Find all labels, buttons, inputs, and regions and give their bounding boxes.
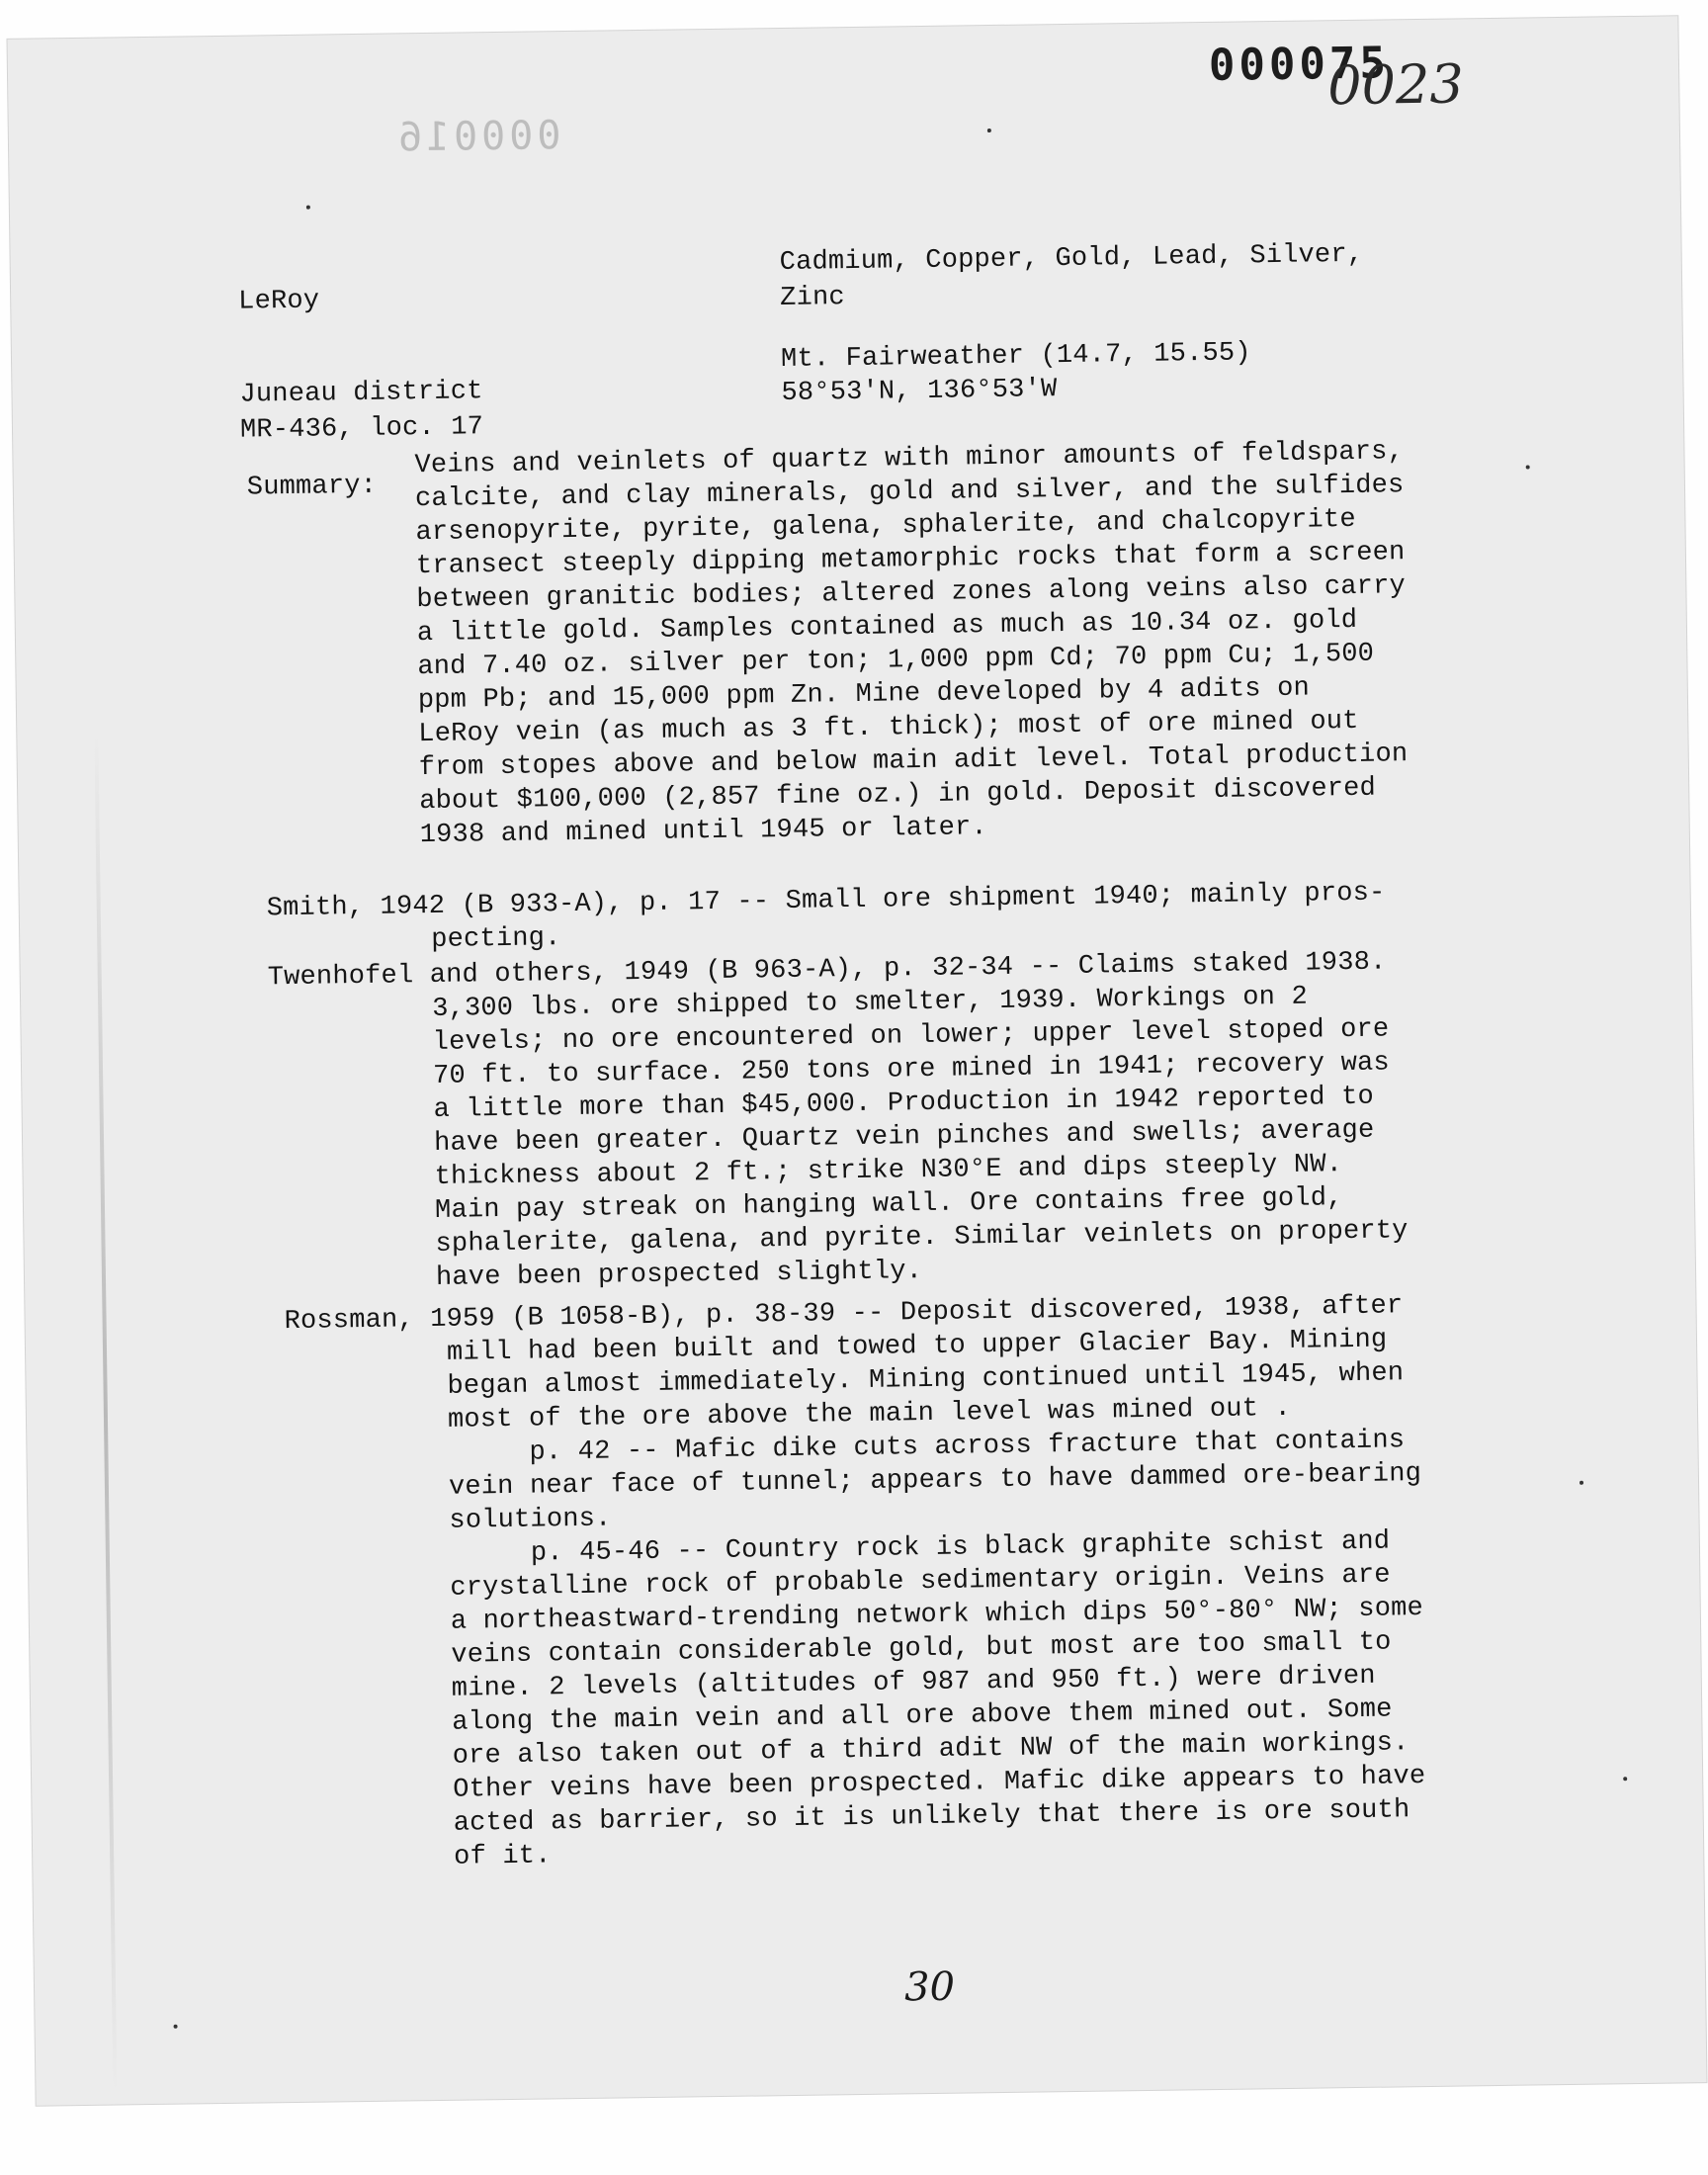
summary-line: arsenopyrite, pyrite, galena, sphalerite, and chalcopyrite [415, 504, 1356, 549]
summary-line: transect steeply dipping metamorphic rocks that form a screen [415, 538, 1406, 582]
reference-line: most of the ore above the main level was mined out . [447, 1393, 1292, 1436]
commodities-line-1: Cadmium, Copper, Gold, Lead, Silver, [779, 239, 1364, 279]
reference-line: solutions. [449, 1504, 612, 1536]
district: Juneau district [239, 377, 483, 410]
quadrangle: Mt. Fairweather (14.7, 15.55) [780, 338, 1251, 376]
reference-line: acted as barrier, so it is unlikely that there is ore south [453, 1795, 1410, 1839]
reference-line: a little more than $45,000. Production in 1942 reported to [433, 1082, 1375, 1125]
summary-line: 1938 and mined until 1945 or later. [419, 813, 988, 851]
summary-text [414, 435, 1409, 852]
reference-rossman-citation: Rossman, 1959 (B 1058-B), p. 38-39 -- Deposit discovered, 1938, after [284, 1291, 1404, 1338]
reference-line: mine. 2 levels (altitudes of 987 and 950 ft.) were driven [451, 1661, 1376, 1704]
reference-line: p. 45-46 -- Country rock is black graphite schist and [449, 1526, 1391, 1570]
scan-speck [306, 206, 310, 210]
summary-line: and 7.40 oz. silver per ton; 1,000 ppm Cd; 70 ppm Cu; 1,500 [417, 639, 1375, 683]
reference-line: levels; no ore encountered on lower; upper level stoped ore [432, 1014, 1390, 1058]
reference-line: Other veins have been prospected. Mafic dike appears to have [453, 1762, 1426, 1805]
reference-line: of it. [454, 1841, 552, 1872]
scan-speck [1580, 1481, 1583, 1485]
summary-line: ppm Pb; and 15,000 ppm Zn. Mine developed by 4 adits on [417, 673, 1311, 717]
reference-line: a northeastward-trending network which dips 50°-80° NW; some [450, 1594, 1424, 1637]
reference-line: along the main vein and all ore above them mined out. Some [452, 1695, 1393, 1738]
summary-line: LeRoy vein (as much as 3 ft. thick); most of ore mined out [418, 706, 1359, 750]
handwritten-page-number: 30 [903, 1963, 956, 2011]
reference-line: veins contain considerable gold, but most are too small to [451, 1627, 1392, 1671]
summary-line: from stopes above and below main adit level. Total production [418, 740, 1409, 784]
document-number-stamp: 000075 [1208, 38, 1391, 91]
summary-line: a little gold. Samples contained as much as 10.34 oz. gold [416, 605, 1358, 650]
reference-line: mill had been built and towed to upper Glacier Bay. Mining [446, 1325, 1388, 1368]
reference-line: 3,300 lbs. ore shipped to smelter, 1939. Workings on 2 [432, 982, 1309, 1024]
scan-speck [987, 129, 991, 132]
scan-speck [174, 2025, 178, 2029]
record-reference: MR-436, loc. 17 [239, 412, 484, 446]
coordinates: 58°53'N, 136°53'W [781, 375, 1058, 408]
reference-line: ore also taken out of a third adit NW of the main workings. [452, 1728, 1409, 1772]
reference-line: Main pay streak on hanging wall. Ore contains free gold, [434, 1183, 1343, 1226]
summary-label: Summary: [246, 471, 378, 503]
scan-speck [1526, 465, 1530, 469]
reference-smith-text [431, 921, 561, 957]
reference-line: began almost immediately. Mining continued until 1945, when [447, 1358, 1405, 1402]
mine-name: LeRoy [238, 286, 320, 317]
handwritten-number: 0023 [1326, 52, 1465, 118]
bleed-through-stamp: 000016 [393, 113, 561, 161]
page-content [7, 16, 1706, 2105]
reference-smith-citation: Smith, 1942 (B 933-A), p. 17 -- Small ore shipment 1940; mainly pros- [266, 878, 1386, 924]
document-sheet [7, 16, 1706, 2105]
reference-line: sphalerite, galena, and pyrite. Similar veinlets on property [435, 1216, 1409, 1260]
reference-line: have been greater. Quartz vein pinches and swells; average [433, 1115, 1375, 1159]
reference-line: vein near face of tunnel; appears to have dammed ore-bearing [448, 1459, 1422, 1503]
reference-rossman-text [447, 1323, 1427, 1874]
summary-line: calcite, and clay minerals, gold and silver, and the sulfides [414, 471, 1405, 515]
summary-line: about $100,000 (2,857 fine oz.) in gold. Deposit discovered [419, 773, 1377, 818]
reference-line: have been prospected slightly. [435, 1257, 923, 1293]
commodities-line-2: Zinc [780, 283, 846, 314]
reference-line: pecting. [431, 923, 561, 956]
scan-edge-shadow [94, 731, 117, 2095]
reference-line: thickness about 2 ft.; strike N30°E and dips steeply NW. [434, 1150, 1343, 1192]
scan-speck [1623, 1777, 1627, 1781]
reference-twenhofel-text [432, 979, 1409, 1295]
reference-twenhofel-citation: Twenhofel and others, 1949 (B 963-A), p. 32-34 -- Claims staked 1938. [267, 947, 1387, 994]
summary-line: Veins and veinlets of quartz with minor amounts of feldspars, [414, 437, 1405, 481]
reference-line: crystalline rock of probable sedimentary origin. Veins are [450, 1560, 1391, 1604]
reference-line: 70 ft. to surface. 250 tons ore mined in 1941; recovery was [432, 1048, 1391, 1091]
summary-line: between granitic bodies; altered zones along veins also carry [416, 571, 1407, 616]
reference-line: p. 42 -- Mafic dike cuts across fracture that contains [448, 1426, 1406, 1469]
